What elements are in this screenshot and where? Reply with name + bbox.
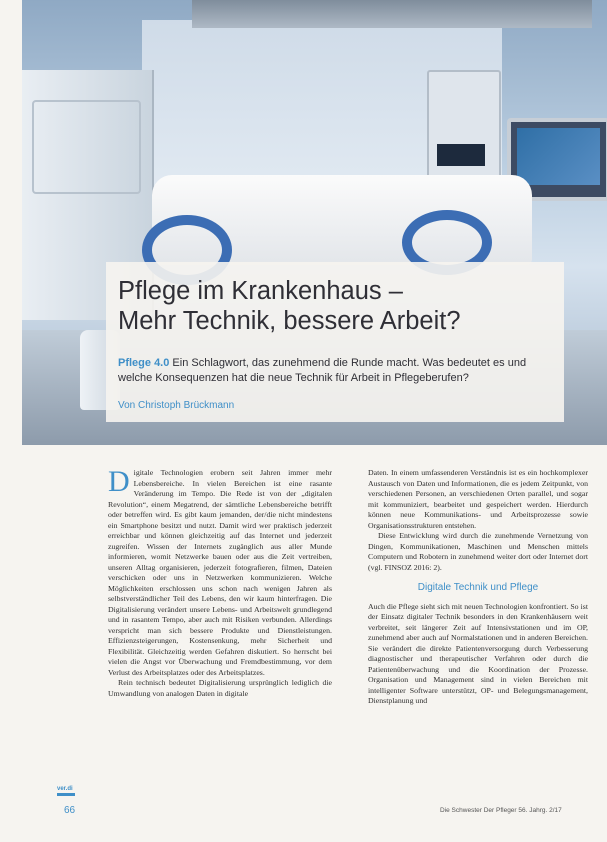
title-line-1: Pflege im Krankenhaus – xyxy=(118,277,403,305)
title-line-2: Mehr Technik, bessere Arbeit? xyxy=(118,307,461,335)
drop-cap: D xyxy=(108,465,130,498)
body-paragraph: Auch die Pflege sieht sich mit neuen Technologien konfrontiert. So ist der Einsatz digitaler Technik besonders in den Krankenhäusern weit verbreitet, seit längerer Zeit auf Intensivstationen und im OP, zunehmend aber auch auf Normalstationen und in anderen Bereichen. Sie verändert die direkte Patientenversorgung durch Verbesserung diagnostischer und therapeutischer Verfahren oder durch die Patientenüberwachung und die Koordination der Prozesse. Organisation und Management sind in vielen Bereichen mit intelligenter Software unterstützt, OP- und Belegungsmanagement, Dienstplanung und xyxy=(368,601,588,705)
photo-infusion-pump xyxy=(427,70,501,184)
body-column-1 xyxy=(108,465,332,699)
body-paragraph: Diese Entwicklung wird durch die zunehmende Vernetzung von Dingen, Kommunikationen, Maschinen und Menschen mittels Computern und Robotern in zunehmend weiter dort oder Internet dort (vgl. FINSOZ 2016: 2). xyxy=(368,531,588,572)
logo-bar xyxy=(57,793,75,796)
journal-footer: Die Schwester Der Pfleger 56. Jahrg. 2/17 xyxy=(440,807,562,814)
page-number: 66 xyxy=(64,805,76,816)
article-author: Von Christoph Brückmann xyxy=(118,400,235,411)
body-column-2 xyxy=(368,468,588,707)
article-lead xyxy=(118,356,563,386)
article-title xyxy=(118,276,558,336)
lead-keyword: Pflege 4.0 xyxy=(118,357,170,369)
publisher-logo xyxy=(57,786,75,796)
section-heading: Digitale Technik und Pflege xyxy=(417,582,539,593)
body-paragraph: Rein technisch bedeutet Digitalisierung ursprünglich lediglich die Umwandlung von analogen Daten in digitale xyxy=(108,678,332,698)
logo-text: ver.di xyxy=(57,786,73,792)
lead-text: Ein Schlagwort, das zunehmend die Runde macht. Was bedeutet es und welche Konsequenzen hat die neue Technik für Arbeit in Pflegeberufen? xyxy=(118,357,527,384)
body-paragraph: Daten. In einem umfassenderen Verständnis ist es ein hochkomplexer Austausch von Daten und Informationen, die es jedem Zeitpunkt, von verschiedenen Personen, an verschiedenen Orten parallel, und sogar mit kommuniziert, bearbeitet und gespeichert werden. Hierdurch können neue Kommunikations- und Arbeitsprozesse sowie Organisationsstrukturen entstehen. xyxy=(368,468,588,530)
photo-ceiling-boom xyxy=(192,0,592,28)
body-paragraph: igitale Technologien erobern seit Jahren immer mehr Lebensbereiche. In vielen Bereichen ist eine rasante Veränderung im Tempo. Die Rede ist von der „digitalen Revolution“, einem Megatrend, der sämtliche Lebensbereiche betrifft oder betreffen wird. Es gibt kaum jemanden, der/die nicht mindestens ein Smartphone besitzt und nutzt. Damit wird wer praktisch jederzeit erreichbar und können gleichzeitig auf das Internet und jederzeit zugreifen. Wissen der Internets zugänglich aus aller Munde informieren, womit Netzwerke bauen oder aus die Zeit vertreiben, unseren Alltag organisieren, jederzeit fotografieren, filmen, Dateien verschicken oder uns in Netzwerken kommunizieren. Welche Möglichkeiten erschlossen uns schon nach wenigen Jahren als selbstverständlicher Teil des Lebens, den wir kaum hinterfragen. Die Digitalisierung verändert unsere Lebens- und Arbeitswelt grundlegend und in rasantem Tempo, aber auch mit Risiken verbunden. Allerdings verspricht man sich bessere Produkte und Dienstleistungen. Effizienzsteigerungen, Kostensenkung, mehr Sicherheit und Flexibilität. Gleichzeitig werden Gefahren diskutiert. So herrscht bei vielen die Angst vor Überwachung und Fremdbestimmung, vor dem Verlust des Arbeitsplatzes oder des Arbeitsplatzes. xyxy=(108,468,332,677)
